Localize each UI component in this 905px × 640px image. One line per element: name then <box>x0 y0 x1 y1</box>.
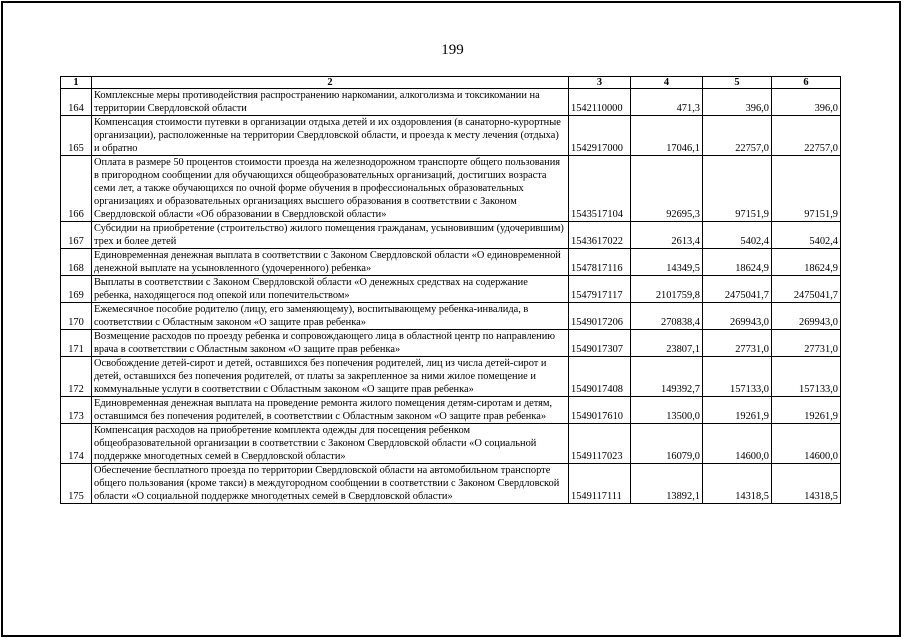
table-row <box>61 276 841 303</box>
row-number: 166 <box>61 156 92 222</box>
row-number: 164 <box>61 89 92 116</box>
row-description: Выплаты в соответствии с Законом Свердловской области «О денежных средствах на содержание ребенка, находящегося под опекой или попечительством» <box>92 276 569 303</box>
row-value-col4: 149392,7 <box>631 357 703 397</box>
column-header: 6 <box>772 77 841 89</box>
row-number: 170 <box>61 303 92 330</box>
row-code: 1547817116 <box>569 249 631 276</box>
row-value-col5: 14318,5 <box>703 464 772 504</box>
column-header: 4 <box>631 77 703 89</box>
table-row <box>61 424 841 464</box>
row-code: 1549017307 <box>569 330 631 357</box>
row-number: 167 <box>61 222 92 249</box>
row-number: 173 <box>61 397 92 424</box>
table-row <box>61 222 841 249</box>
row-value-col6: 396,0 <box>772 89 841 116</box>
row-value-col6: 269943,0 <box>772 303 841 330</box>
table-row <box>61 397 841 424</box>
row-value-col5: 22757,0 <box>703 116 772 156</box>
row-value-col5: 2475041,7 <box>703 276 772 303</box>
row-value-col6: 5402,4 <box>772 222 841 249</box>
row-description: Обеспечение бесплатного проезда по территории Свердловской области на автомобильном транспорте общего пользования (кроме такси) в междугородном сообщении в соответствии с Законом Свердловской области «О социальной поддержке многодетных семей в Свердловской области» <box>92 464 569 504</box>
row-code: 1549017206 <box>569 303 631 330</box>
row-value-col6: 27731,0 <box>772 330 841 357</box>
row-value-col5: 97151,9 <box>703 156 772 222</box>
row-code: 1549017610 <box>569 397 631 424</box>
row-code: 1547917117 <box>569 276 631 303</box>
row-description: Освобождение детей-сирот и детей, оставшихся без попечения родителей, лиц из числа детей-сирот и детей, оставшихся без попечения родителей, от платы за закрепленное за ними жилое помещение и коммунальные услуги в соответствии с Областным законом «О защите прав ребенка» <box>92 357 569 397</box>
row-number: 169 <box>61 276 92 303</box>
table-row <box>61 249 841 276</box>
row-description: Единовременная денежная выплата в соответствии с Законом Свердловской области «О единовременной денежной выплате на усыновленного (удочеренного) ребенка» <box>92 249 569 276</box>
column-header: 3 <box>569 77 631 89</box>
row-value-col6: 19261,9 <box>772 397 841 424</box>
row-number: 175 <box>61 464 92 504</box>
row-description: Субсидии на приобретение (строительство) жилого помещения гражданам, усыновившим (удочерившим) трех и более детей <box>92 222 569 249</box>
row-code: 1549117111 <box>569 464 631 504</box>
row-value-col6: 2475041,7 <box>772 276 841 303</box>
row-value-col6: 14318,5 <box>772 464 841 504</box>
row-code: 1543517104 <box>569 156 631 222</box>
row-value-col6: 14600,0 <box>772 424 841 464</box>
column-header: 5 <box>703 77 772 89</box>
row-value-col6: 18624,9 <box>772 249 841 276</box>
row-number: 174 <box>61 424 92 464</box>
row-description: Оплата в размере 50 процентов стоимости проезда на железнодорожном транспорте общего пользования в пригородном сообщении для обучающихся общеобразовательных организаций, достигших возраста семи лет, а также обучающихся по очной форме обучения в профессиональных образовательных организациях и образовательных организациях высшего образования в соответствии с Законом Свердловской области «Об образовании в Свердловской области» <box>92 156 569 222</box>
table-row <box>61 357 841 397</box>
row-value-col4: 2613,4 <box>631 222 703 249</box>
page-number: 199 <box>441 42 464 58</box>
column-header: 1 <box>61 77 92 89</box>
table-row <box>61 116 841 156</box>
row-description: Компенсация расходов на приобретение комплекта одежды для посещения ребенком общеобразовательной организации в соответствии с Законом Свердловской области «О социальной поддержке многодетных семей в Свердловской области» <box>92 424 569 464</box>
row-code: 1549017408 <box>569 357 631 397</box>
row-description: Единовременная денежная выплата на проведение ремонта жилого помещения детям-сиротам и детям, оставшимся без попечения родителей, в соответствии с Областным законом «О защите прав ребенка» <box>92 397 569 424</box>
row-value-col4: 23807,1 <box>631 330 703 357</box>
row-value-col5: 14600,0 <box>703 424 772 464</box>
table-row <box>61 89 841 116</box>
row-code: 1542110000 <box>569 89 631 116</box>
table-row <box>61 156 841 222</box>
row-number: 171 <box>61 330 92 357</box>
row-value-col4: 270838,4 <box>631 303 703 330</box>
row-number: 168 <box>61 249 92 276</box>
row-value-col4: 16079,0 <box>631 424 703 464</box>
row-value-col5: 269943,0 <box>703 303 772 330</box>
row-description: Ежемесячное пособие родителю (лицу, его заменяющему), воспитывающему ребенка-инвалида, в соответствии с Областным законом «О защите прав ребенка» <box>92 303 569 330</box>
row-value-col6: 157133,0 <box>772 357 841 397</box>
row-code: 1542917000 <box>569 116 631 156</box>
budget-table <box>60 76 841 504</box>
row-code: 1549117023 <box>569 424 631 464</box>
row-value-col4: 14349,5 <box>631 249 703 276</box>
row-number: 165 <box>61 116 92 156</box>
row-value-col4: 2101759,8 <box>631 276 703 303</box>
table-row <box>61 330 841 357</box>
row-value-col5: 18624,9 <box>703 249 772 276</box>
row-value-col4: 13500,0 <box>631 397 703 424</box>
row-value-col5: 19261,9 <box>703 397 772 424</box>
row-value-col5: 157133,0 <box>703 357 772 397</box>
column-header: 2 <box>92 77 569 89</box>
row-value-col6: 22757,0 <box>772 116 841 156</box>
row-description: Комплексные меры противодействия распространению наркомании, алкоголизма и токсикомании на территории Свердловской области <box>92 89 569 116</box>
table-header-row <box>61 77 841 89</box>
row-value-col4: 471,3 <box>631 89 703 116</box>
row-description: Возмещение расходов по проезду ребенка и сопровождающего лица в областной центр по направлению врача в соответствии с Областным законом «О защите прав ребенка» <box>92 330 569 357</box>
row-value-col4: 13892,1 <box>631 464 703 504</box>
row-value-col6: 97151,9 <box>772 156 841 222</box>
row-value-col5: 27731,0 <box>703 330 772 357</box>
row-number: 172 <box>61 357 92 397</box>
row-value-col5: 5402,4 <box>703 222 772 249</box>
row-code: 1543617022 <box>569 222 631 249</box>
table-row <box>61 303 841 330</box>
row-value-col5: 396,0 <box>703 89 772 116</box>
row-value-col4: 92695,3 <box>631 156 703 222</box>
row-description: Компенсация стоимости путевки в организации отдыха детей и их оздоровления (в санаторно-курортные организации), расположенные на территории Свердловской области, и проезда к месту лечения (отдыха) и обратно <box>92 116 569 156</box>
table-row <box>61 464 841 504</box>
row-value-col4: 17046,1 <box>631 116 703 156</box>
